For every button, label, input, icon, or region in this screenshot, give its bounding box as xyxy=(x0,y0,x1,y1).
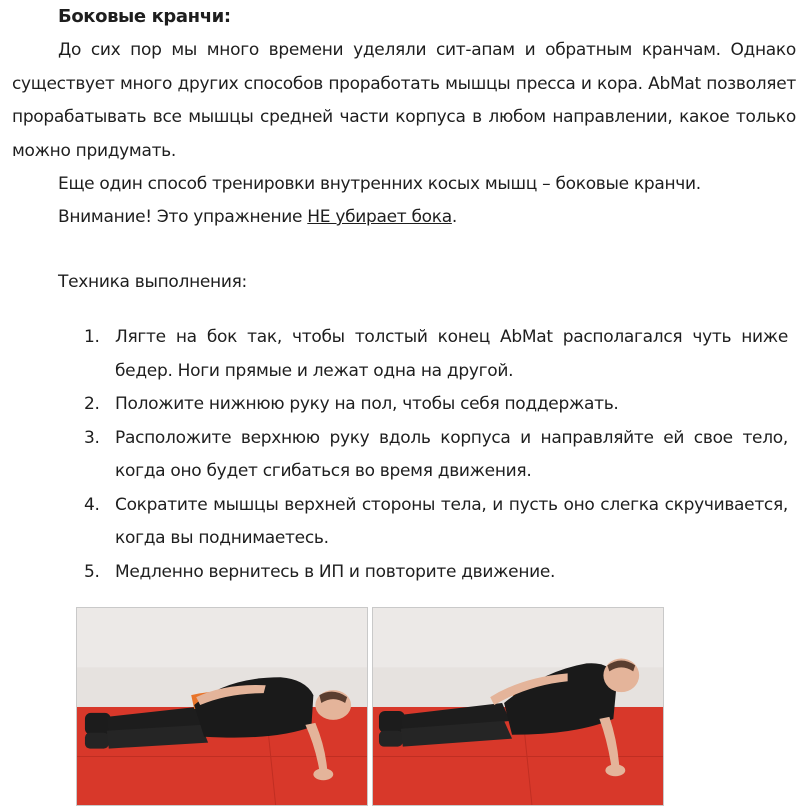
oblique-note: Еще один способ тренировки внутренних косых мышц – боковые кранчи. xyxy=(58,174,701,194)
step-item xyxy=(84,321,788,388)
step-number: 5. xyxy=(84,561,100,582)
step-item xyxy=(84,422,788,489)
start-position-photo xyxy=(76,607,368,806)
step-number: 4. xyxy=(84,494,100,515)
step-text: Положите нижнюю руку на пол, чтобы себя поддержать. xyxy=(115,394,619,414)
section-heading: Боковые кранчи: xyxy=(58,6,231,27)
step-text: Медленно вернитесь в ИП и повторите движение. xyxy=(115,561,556,582)
step-item xyxy=(84,489,788,556)
warning-suffix: . xyxy=(451,207,457,227)
step-text: Сократите мышцы верхней стороны тела, и пусть оно слегка скручивается, когда вы поднимаетесь. xyxy=(115,494,788,548)
warning-underlined: НЕ убирает бока xyxy=(307,207,452,227)
steps-list xyxy=(84,321,788,589)
step-item xyxy=(84,388,788,422)
start-position-illustration xyxy=(77,608,367,805)
crunch-position-photo xyxy=(372,607,664,806)
step-number: 2. xyxy=(84,394,100,414)
step-number: 3. xyxy=(84,427,100,448)
step-item xyxy=(84,556,788,590)
step-text: Расположите верхнюю руку вдоль корпуса и направляйте ей свое тело, когда оно будет сгибаться во время движения. xyxy=(115,427,788,481)
warning-prefix: Внимание! Это упражнение xyxy=(58,207,308,227)
step-number: 1. xyxy=(84,327,100,347)
warning-line xyxy=(58,204,457,230)
step-text: Лягте на бок так, чтобы толстый конец AbMat располагался чуть ниже бедер. Ноги прямые и лежат одна на другой. xyxy=(115,327,788,381)
technique-title: Техника выполнения: xyxy=(58,272,247,292)
intro-paragraph: До сих пор мы много времени уделяли сит-апам и обратным кранчам. Однако существует много других способов проработать мышцы пресса и кора. AbMat позволяет прорабатывать все мышцы средней части корпуса в любом направлении, какое только можно придумать. xyxy=(12,40,796,161)
exercise-photos xyxy=(76,607,664,806)
crunch-position-illustration xyxy=(373,608,663,805)
